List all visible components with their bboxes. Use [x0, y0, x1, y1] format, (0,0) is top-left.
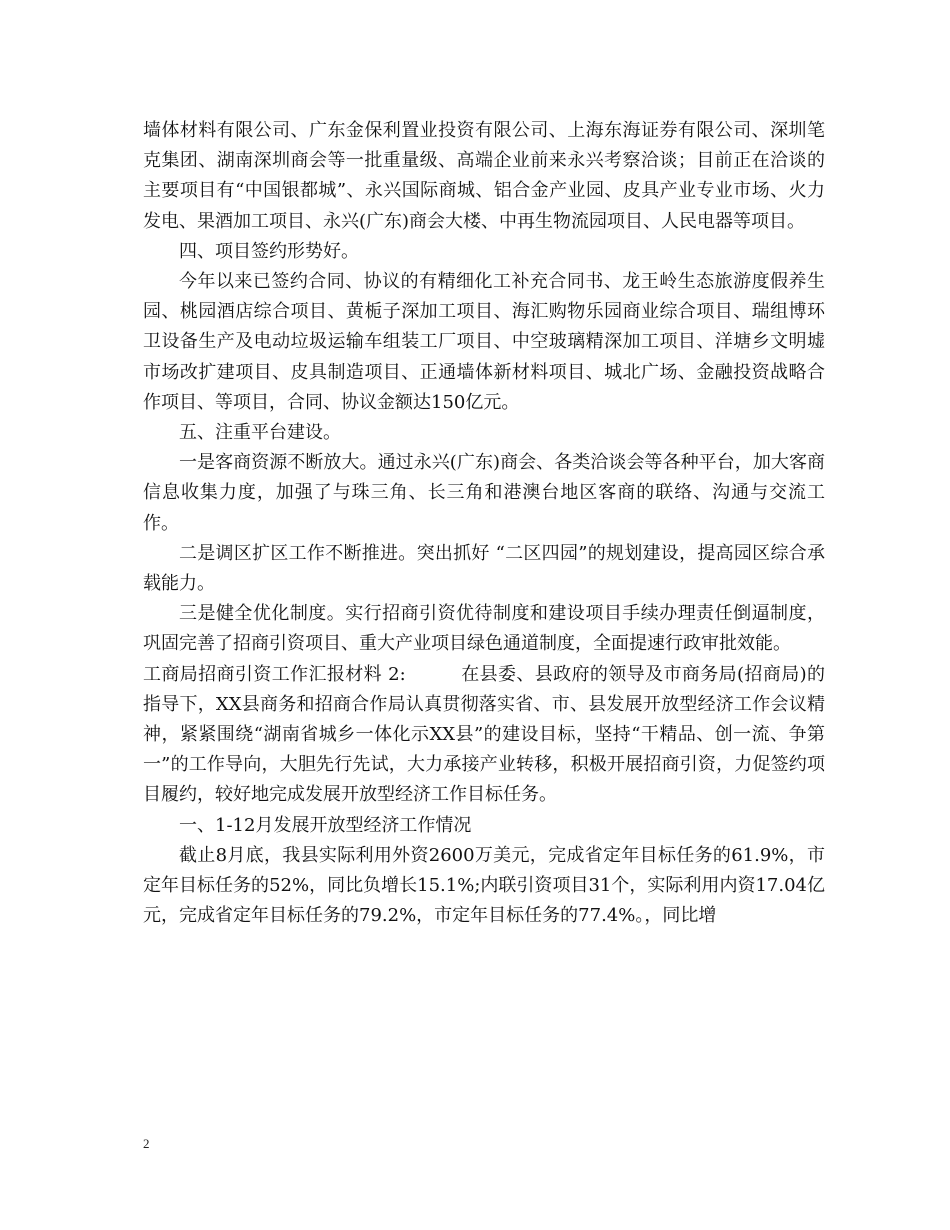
section-heading: 四、项目签约形势好。: [179, 240, 359, 262]
paragraph: 三是健全优化制度。实行招商引资优待制度和建设项目手续办理责任倒逼制度，巩固完善了招商引资项目、重大产业项目绿色通道制度，全面提速行政审批效能。: [143, 603, 825, 655]
paragraph: 二是调区扩区工作不断推进。突出抓好 “二区四园”的规划建设，提高园区综合承载能力。: [143, 542, 825, 595]
section-heading: 一、1-12月发展开放型经济工作情况: [179, 814, 472, 836]
paragraph: 今年以来已签约合同、协议的有精细化工补充合同书、龙王岭生态旅游度假养生园、桃园酒店综合项目、黄栀子深加工项目、海汇购物乐园商业综合项目、瑞组博环卫设备生产及电动垃圾运输车组装工厂项目、中空玻璃精深加工项目、洋塘乡文明墟市场改扩建项目、皮具制造项目、正通墙体新材料项目、城北广场、金融投资战略合作项目、等项目，合同、协议金额达150亿元。: [143, 271, 825, 413]
section-heading: 五、注重平台建设。: [179, 422, 341, 444]
paragraph: 墙体材料有限公司、广东金保利置业投资有限公司、上海东海证券有限公司、深圳笔克集团、湖南深圳商会等一批重量级、高端企业前来永兴考察洽谈；目前正在洽谈的主要项目有“中国银都城”、永兴国际商城、铝合金产业园、皮具产业专业市场、火力发电、果酒加工项目、永兴(广东)商会大楼、中再生物流园项目、人民电器等项目。: [143, 120, 825, 232]
paragraph: 截止8月底，我县实际利用外资2600万美元，完成省定年目标任务的61.9%，市定年目标任务的52%，同比负增长15.1%;内联引资项目31个，实际利用内资17.04亿元，完成省定年目标任务的79.2%，市定年目标任务的77.4%。，同比增: [143, 844, 825, 927]
page-number: 2: [143, 1136, 150, 1151]
paragraph: 一是客商资源不断放大。通过永兴(广东)商会、各类洽谈会等各种平台，加大客商信息收集力度，加强了与珠三角、长三角和港澳台地区客商的联络、沟通与交流工作。: [143, 452, 825, 534]
body-text: [143, 116, 825, 931]
paragraph: 工商局招商引资工作汇报材料 2: 在县委、县政府的领导及市商务局(招商局)的指导下，XX县商务和招商合作局认真贯彻落实省、市、县发展开放型经济工作会议精神，紧紧围绕“湖南省城乡一体化示XX县”的建设目标，坚持“干精品、创一流、争第一”的工作导向，大胆先行先试，大力承接产业转移，积极开展招商引资，力促签约项目履约，较好地完成发展开放型经济工作目标任务。: [143, 663, 825, 806]
